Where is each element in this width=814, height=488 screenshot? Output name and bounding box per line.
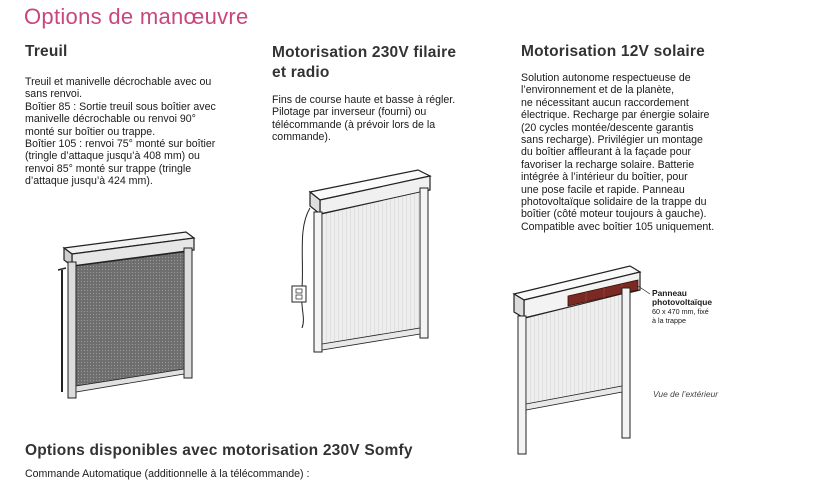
- panel-caption: [652, 289, 712, 325]
- panel-caption-line3: 60 x 470 mm, fixé: [652, 307, 709, 316]
- panel-caption-line4: à la trappe: [652, 316, 686, 325]
- motorisation-230v-heading-line1: Motorisation 230V filaire: [272, 44, 457, 61]
- motorisation-230v-screen-illustration: [290, 168, 450, 368]
- page-title: Options de manœuvre: [24, 4, 249, 29]
- motorisation-230v-heading-line2: et radio: [272, 64, 330, 81]
- panel-caption-line2: photovoltaïque: [652, 297, 713, 307]
- panel-caption-line1: Panneau: [652, 288, 687, 298]
- motorisation-12v-description: Solution autonome respectueuse de l’environnement et de la planète, ne nécessitant aucun raccordement électrique. Recharge par énergie solaire (20 cycles montée/descente garantis sans recharge). Privilégier un montage du boîtier affleurant à la façade pour favoriser la recharge solaire. Batterie intégrée à l’intérieur du boîtier, pour une pose facile et rapide. Panneau photovoltaïque solidaire de la trappe du boîtier (côté moteur toujours à gauche). Compatible avec boîtier 105 uniquement.: [521, 72, 715, 233]
- treuil-heading: Treuil: [25, 43, 68, 60]
- motorisation-230v-description: Fins de course haute et basse à régler. Pilotage par inverseur (fourni) ou télécommande (à prévoir lors de la commande).: [272, 94, 456, 144]
- treuil-description: Treuil et manivelle décrochable avec ou sans renvoi. Boîtier 85 : Sortie treuil sous boîtier avec manivelle décrochable ou renvoi 90° monté sur boîtier ou trappe. Boîtier 105 : renvoi 75° monté sur boîtier (tringle d’attaque jusqu’à 408 mm) ou renvoi 85° monté sur trappe (tringle d’attaque jusqu’à 424 mm).: [25, 76, 216, 188]
- options-section-heading: Options disponibles avec motorisation 230V Somfy: [25, 442, 413, 459]
- solaire-screen-illustration: [510, 266, 650, 456]
- commande-automatique-text: Commande Automatique (additionnelle à la télécommande) :: [25, 468, 310, 480]
- view-label: Vue de l’extérieur: [653, 389, 719, 399]
- treuil-screen-illustration: [50, 232, 210, 402]
- motorisation-12v-heading: Motorisation 12V solaire: [521, 43, 705, 60]
